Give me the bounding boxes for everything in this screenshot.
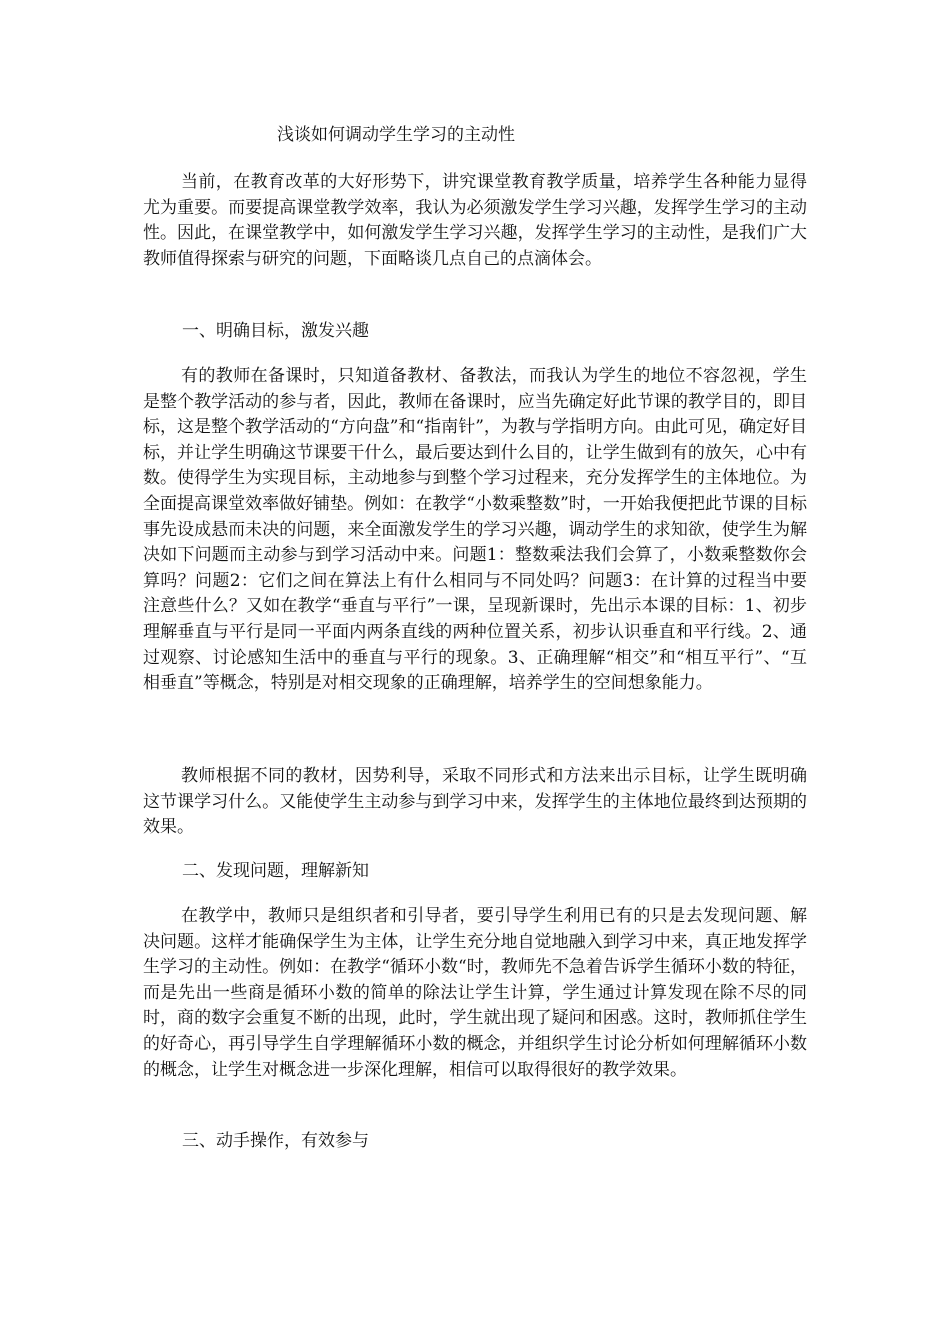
section-1-paragraph-1: 有的教师在备课时，只知道备教材、备教法，而我认为学生的地位不容忽视，学生是整个教学活动的参与者，因此，教师在备课时，应当先确定好此节课的教学目的，即目标，这是整个教学活动的“方向盘”和“指南针”，为教与学指明方向。由此可见，确定好目标，并让学生明确这节课要干什么，最后要达到什么目的，让学生做到有的放矢，心中有数。使得学生为实现目标，主动地参与到整个学习过程来，充分发挥学生的主体地位。为全面提高课堂效率做好铺垫。例如：在教学“小数乘整数”时，一开始我便把此节课的目标事先设成悬而未决的问题，来全面激发学生的学习兴趣，调动学生的求知欲，使学生为解决如下问题而主动参与到学习活动中来。问题1：整数乘法我们会算了，小数乘整数你会算吗？问题2：它们之间在算法上有什么相同与不同处吗？问题3：在计算的过程当中要注意些什么？又如在教学“垂直与平行”一课，呈现新课时，先出示本课的目标：1、初步理解垂直与平行是同一平面内两条直线的两种位置关系，初步认识垂直和平行线。2、通过观察、讨论感知生活中的垂直与平行的现象。3、正确理解“相交”和“相互平行”、“互相垂直”等概念，特别是对相交现象的正确理解，培养学生的空间想象能力。 [143, 366, 807, 694]
section-1-paragraph-2: 教师根据不同的教材，因势利导，采取不同形式和方法来出示目标，让学生既明确这节课学习什么。又能使学生主动参与到学习中来，发挥学生的主体地位最终到达预期的效果。 [143, 766, 807, 838]
section-heading-1: 一、明确目标，激发兴趣 [182, 321, 369, 341]
section-heading-3: 三、动手操作，有效参与 [182, 1131, 369, 1151]
document-title: 浅谈如何调动学生学习的主动性 [277, 125, 515, 145]
section-2-paragraph-1: 在教学中，教师只是组织者和引导者，要引导学生利用已有的只是去发现问题、解决问题。这样才能确保学生为主体，让学生充分地自觉地融入到学习中来，真正地发挥学生学习的主动性。例如：在教学“循环小数“时，教师先不急着告诉学生循环小数的特征，而是先出一些商是循环小数的简单的除法让学生计算，学生通过计算发现在除不尽的同时，商的数字会重复不断的出现，此时，学生就出现了疑问和困惑。这时，教师抓住学生的好奇心，再引导学生自学理解循环小数的概念，并组织学生讨论分析如何理解循环小数的概念，让学生对概念进一步深化理解，相信可以取得很好的教学效果。 [143, 906, 807, 1080]
intro-paragraph: 当前，在教育改革的大好形势下，讲究课堂教育教学质量，培养学生各种能力显得尤为重要。而要提高课堂教学效率，我认为必须激发学生学习兴趣，发挥学生学习的主动性。因此，在课堂教学中，如何激发学生学习兴趣，发挥学生学习的主动性，是我们广大教师值得探索与研究的问题，下面略谈几点自己的点滴体会。 [143, 172, 807, 269]
section-heading-2: 二、发现问题，理解新知 [182, 861, 369, 881]
